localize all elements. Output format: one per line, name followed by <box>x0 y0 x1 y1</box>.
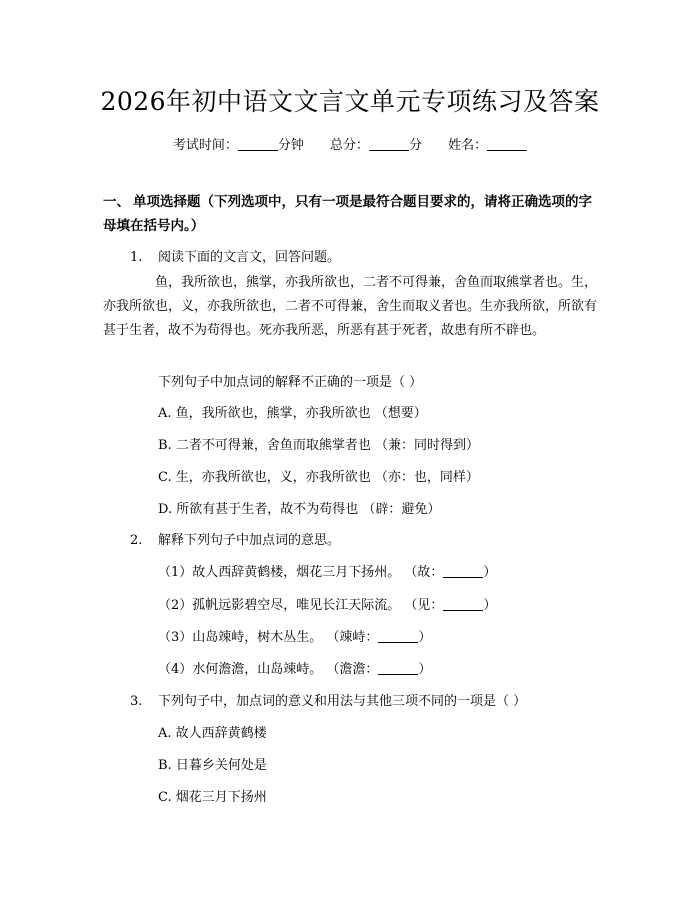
time-label: 考试时间： <box>172 138 238 153</box>
time-unit: 分钟 <box>277 138 304 153</box>
name-label: 姓名： <box>448 138 488 153</box>
q2-item-1-blank <box>443 565 483 578</box>
q1-option-b: B. 二者不可得兼，舍鱼而取熊掌者也 （兼：同时得到） <box>158 438 479 453</box>
q2-item-2-blank <box>443 598 483 611</box>
q1-option-c: C. 生，亦我所欲也，义，亦我所欲也 （亦：也，同样） <box>158 470 479 485</box>
time-blank <box>238 138 278 151</box>
q2-item-4 <box>158 658 431 677</box>
q2-item-1 <box>158 561 496 580</box>
q3-option-a: A. 故人西辞黄鹤楼 <box>158 726 267 741</box>
question-1-stem: 下列句子中加点词的解释不正确的一项是（ ） <box>158 375 423 390</box>
q2-item-4-text: （4）水何澹澹，山岛竦峙。 （澹澹： <box>158 662 379 677</box>
question-1-prompt <box>130 246 340 265</box>
q3-option-b: B. 日暮乡关何处是 <box>158 758 267 773</box>
q2-item-3-blank <box>378 630 418 643</box>
total-score-field <box>330 138 426 153</box>
q2-item-3-close: ） <box>418 630 432 645</box>
q2-item-4-blank <box>378 662 418 675</box>
page-title: 2026年初中语文文言文单元专项练习及答案 <box>100 87 600 116</box>
q2-item-3 <box>158 626 431 645</box>
name-blank <box>487 138 527 151</box>
question-3-number: 3. <box>130 694 143 709</box>
exam-info-row <box>0 134 700 153</box>
question-3-text: 下列句子中，加点词的意义和用法与其他三项不同的一项是（ ） <box>158 694 527 709</box>
question-1-text: 阅读下面的文言文，回答问题。 <box>158 250 341 265</box>
q1-option-a: A. 鱼，我所欲也，熊掌，亦我所欲也 （想要） <box>158 406 427 421</box>
q2-item-4-close: ） <box>418 662 432 677</box>
name-field <box>448 138 527 153</box>
q2-item-2-text: （2）孤帆远影碧空尽，唯见长江天际流。 （见： <box>158 598 444 613</box>
question-2-number: 2. <box>130 533 143 548</box>
score-blank <box>369 138 409 151</box>
classical-passage: 鱼，我所欲也，熊掌，亦我所欲也，二者不可得兼，舍鱼而取熊掌者也。生，亦我所欲也，义，亦我所欲也，二者不可得兼，舍生而取义者也。生亦我所欲，所欲有甚于生者，故不为苟得也。死亦我所恶，所恶有甚于死者，故患有所不辟也。 <box>103 275 598 338</box>
section-heading <box>103 190 603 238</box>
score-unit: 分 <box>409 138 423 153</box>
question-3-prompt <box>130 690 526 709</box>
section-number: 一、 <box>103 194 130 210</box>
question-2-text: 解释下列句子中加点词的意思。 <box>158 533 341 548</box>
q1-option-d: D. 所欲有甚于生者，故不为苟得也 （辟：避免） <box>158 502 441 517</box>
q2-item-1-text: （1）故人西辞黄鹤楼，烟花三月下扬州。 （故： <box>158 565 444 580</box>
question-1-number: 1. <box>130 250 143 265</box>
exam-time-field <box>173 138 308 153</box>
q3-option-c: C. 烟花三月下扬州 <box>158 790 267 805</box>
q2-item-1-close: ） <box>483 565 497 580</box>
q2-item-2-close: ） <box>483 598 497 613</box>
q2-item-3-text: （3）山岛竦峙，树木丛生。 （竦峙： <box>158 630 379 645</box>
section-instructions: 单项选择题（下列选项中，只有一项是最符合题目要求的，请将正确选项的字母填在括号内。） <box>103 194 592 234</box>
q2-item-2 <box>158 594 496 613</box>
score-label: 总分： <box>329 138 369 153</box>
question-2-prompt <box>130 529 340 548</box>
